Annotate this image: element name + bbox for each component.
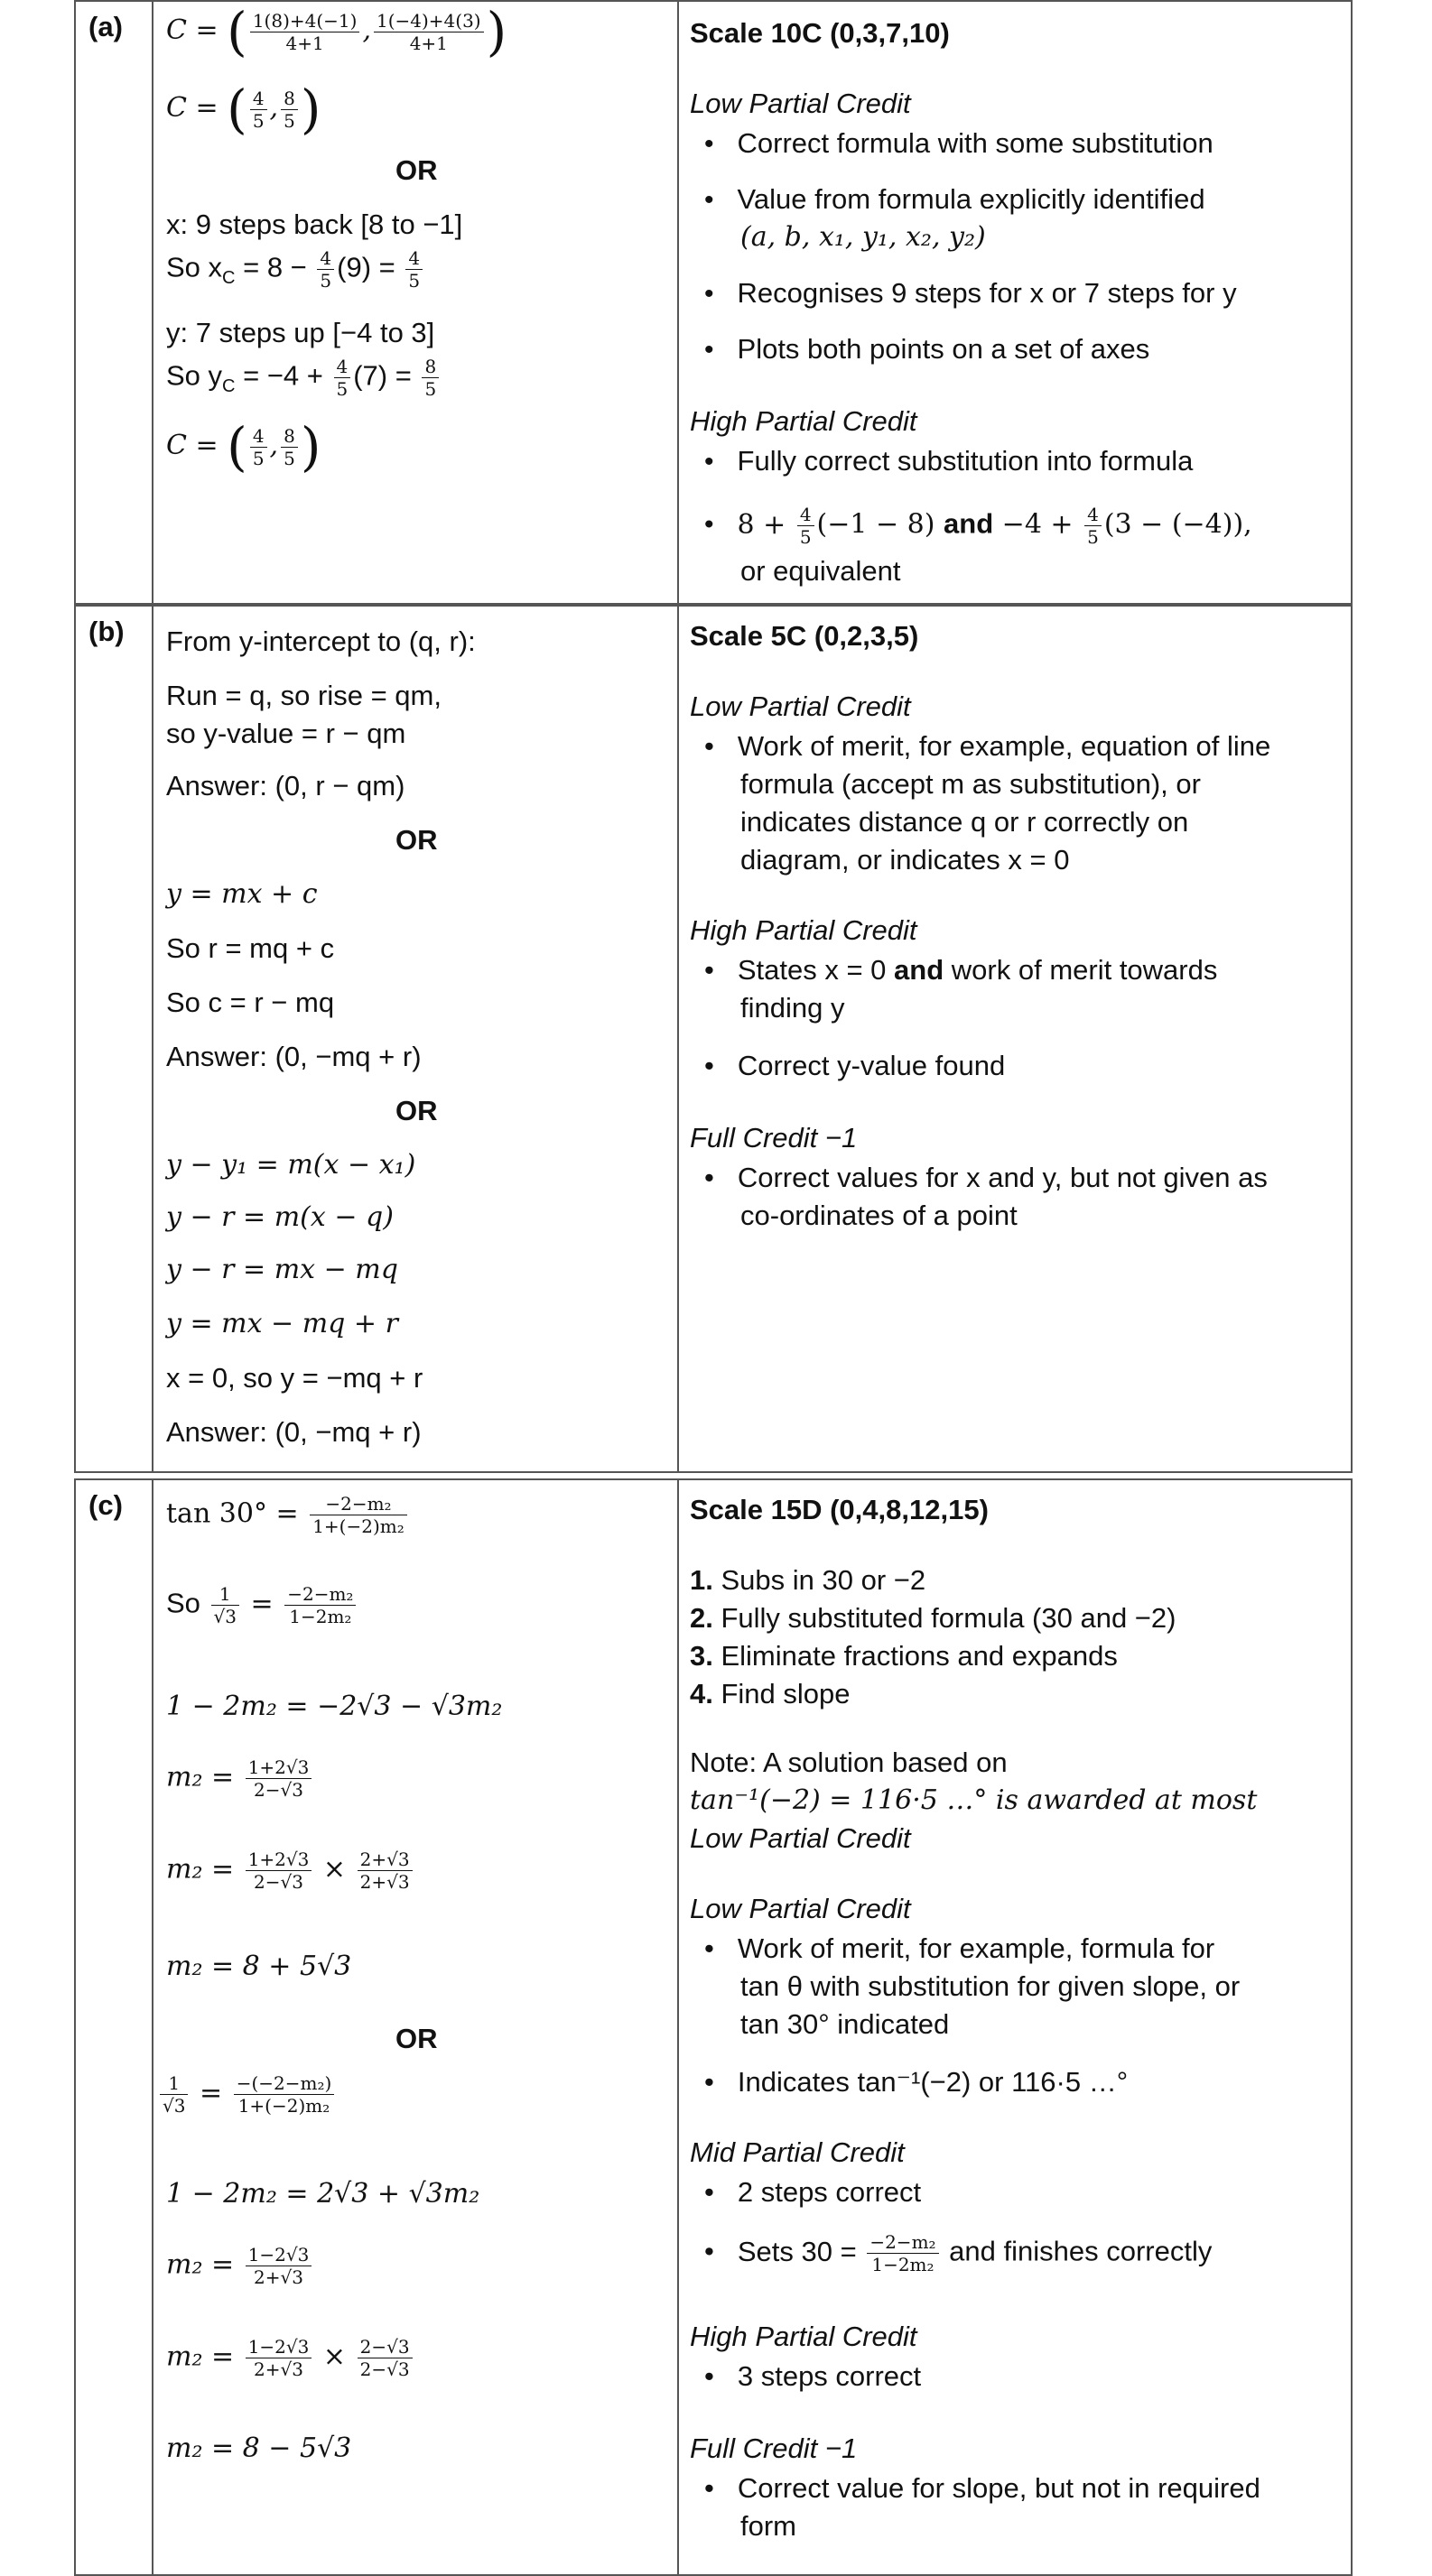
high-heading-c: High Partial Credit: [690, 2321, 917, 2352]
work-line: From y-intercept to (q, r):: [166, 625, 476, 657]
label-cell-a: [76, 2, 153, 603]
list-item-continuation: (a, b, x₁, y₁, x₂, y₂): [740, 221, 986, 253]
fraction: $\frac{1+2√3}{2-√3}$: [246, 1849, 312, 1893]
work-line: m₂ = $\frac{1+2√3}{2-√3}$ × $\frac{2+√3}{2+√3}$: [166, 1849, 415, 1893]
work-line: m₂ = $\frac{1-2√3}{2+√3}$ × $\frac{2-√3}{2-√3}$: [166, 2336, 415, 2380]
yc-line: So $y_C = -4$ + $\frac{4}{5}$ (7) = $\frac{8}{5}$: [166, 356, 442, 403]
scheme-cell-c: [677, 1480, 1351, 2574]
work-line: y = mx + c: [166, 878, 318, 910]
list-item: • Sets 30 = $\frac{\text{−2−m₂}}{\text{1−2m₂}}$ and finishes correctly: [704, 2231, 1213, 2275]
fraction: $\frac{8}{5}$: [281, 88, 298, 132]
list-item-continuation: indicates distance q or r correctly on: [740, 806, 1189, 838]
work-line: Answer: (0, r − qm): [166, 770, 405, 802]
list-item-continuation: form: [740, 2510, 796, 2542]
step-line: 3. Eliminate fractions and expands: [690, 1640, 1118, 1672]
section-a: [74, 0, 1353, 605]
low-heading-a: Low Partial Credit: [690, 88, 911, 119]
fraction: $\frac{1(8)+4(-1)}{4+1}$: [250, 10, 360, 54]
or-divider: OR: [395, 824, 438, 856]
step-line: 1. Subs in 30 or −2: [690, 1564, 926, 1596]
scale-title-b: Scale 5C (0,2,3,5): [690, 620, 919, 652]
fraction: $\frac{4}{5}$: [317, 247, 334, 292]
low-heading-c: Low Partial Credit: [690, 1893, 911, 1924]
work-cell-c: [152, 1480, 679, 2574]
xc-line: So $x_C = 8$ − $\frac{4}{5}$ (9) = $\frac{4}{5}$: [166, 247, 425, 295]
work-line: y − r = mx − mq: [166, 1254, 398, 1285]
part-label-a: (a): [88, 11, 123, 42]
full-heading-b: Full Credit −1: [690, 1122, 858, 1154]
list-item: • 8 + $\frac{4}{5}$ (−1 − 8) and −4 + $\frac{4}{5}$ (3 − (−4)),: [704, 504, 1252, 548]
work-line: Answer: (0, −mq + r): [166, 1416, 422, 1448]
fraction: $\frac{2+√3}{2+√3}$: [358, 1849, 413, 1893]
fraction: $\frac{1(-4)+4(3)}{4+1}$: [374, 10, 484, 54]
list-item: • Work of merit, for example, formula for: [704, 1932, 1215, 1964]
list-item-continuation: tan θ with substitution for given slope, or: [740, 1970, 1241, 2002]
fraction: $\frac{8}{5}$: [422, 356, 439, 400]
list-item-continuation: tan 30° indicated: [740, 2008, 950, 2040]
work-line: so y-value = r − qm: [166, 718, 406, 749]
list-item: • Work of merit, for example, equation of line: [704, 730, 1271, 762]
list-item: • Plots both points on a set of axes: [704, 333, 1150, 365]
high-heading-a: High Partial Credit: [690, 405, 917, 437]
step-line: 4. Find slope: [690, 1678, 851, 1710]
scheme-cell-b: [677, 607, 1351, 1471]
work-line: 1 − 2m₂ = 2√3 + √3m₂: [166, 2178, 480, 2210]
list-item: • 2 steps correct: [704, 2176, 922, 2208]
x-steps-line: x: 9 steps back [8 to −1]: [166, 208, 463, 240]
fraction: $\frac{2-√3}{2-√3}$: [358, 2336, 413, 2380]
list-item: • Indicates tan⁻¹(−2) or 116·5 …°: [704, 2066, 1129, 2098]
scale-title-a: Scale 10C (0,3,7,10): [690, 17, 950, 49]
y-steps-line: y: 7 steps up [−4 to 3]: [166, 317, 435, 348]
list-item: • Correct values for x and y, but not given as: [704, 1162, 1268, 1193]
list-item-continuation: finding y: [740, 992, 845, 1024]
work-line: So r = mq + c: [166, 932, 335, 964]
work-line: x = 0, so y = −mq + r: [166, 1362, 423, 1394]
work-line: y − r = m(x − q): [166, 1201, 394, 1233]
step-line: 2. Fully substituted formula (30 and −2): [690, 1602, 1176, 1634]
fraction: $\frac{4}{5}$: [797, 504, 814, 548]
fraction: $\frac{1-2√3}{2+√3}$: [246, 2244, 312, 2288]
mid-heading-c: Mid Partial Credit: [690, 2136, 905, 2168]
c-answer-line-2: C = ( $\frac{4}{5}$ , $\frac{8}{5}$ ): [166, 416, 321, 477]
fraction: $\frac{\text{−(−2−m₂)}}{\text{1+(−2)m₂}}$: [234, 2072, 335, 2117]
fraction: $\frac{4}{5}$: [1084, 504, 1102, 548]
full-heading-c: Full Credit −1: [690, 2432, 858, 2464]
section-b: [74, 605, 1353, 1473]
fraction: $\frac{1-2√3}{2+√3}$: [246, 2336, 312, 2380]
label-cell-b: [76, 607, 153, 1471]
list-item: • States x = 0 and work of merit towards: [704, 954, 1218, 986]
list-item: • Correct y-value found: [704, 1050, 1006, 1081]
work-line: m₂ = $\frac{1-2√3}{2+√3}$: [166, 2244, 314, 2288]
list-item: • Correct formula with some substitution: [704, 127, 1213, 159]
work-cell-a: [152, 2, 679, 603]
label-cell-c: [76, 1480, 153, 2574]
fraction: $\frac{1}{√3}$: [160, 2072, 188, 2117]
work-line: tan 30° = $\frac{\text{−2−m₂}}{\text{1+(−2)m₂}}$: [166, 1493, 410, 1537]
work-line: m₂ = $\frac{1+2√3}{2-√3}$: [166, 1756, 314, 1801]
fraction: $\frac{8}{5}$: [281, 425, 298, 469]
work-line: y − y₁ = m(x − x₁): [166, 1149, 416, 1181]
fraction: $\frac{4}{5}$: [250, 88, 267, 132]
list-item-continuation: formula (accept m as substitution), or: [740, 768, 1201, 800]
work-line: $\frac{1}{√3}$ = $\frac{\text{−(−2−m₂)}}{\text{1+(−2)m₂}}$: [157, 2072, 337, 2117]
fraction: $\frac{1}{√3}$: [211, 1583, 239, 1627]
work-line: So $\frac{1}{√3}$ = $\frac{\text{−2−m₂}}{\text{1−2m₂}}$: [166, 1583, 358, 1627]
work-line: Answer: (0, −mq + r): [166, 1041, 422, 1072]
fraction: $\frac{\text{−2−m₂}}{\text{1−2m₂}}$: [284, 1583, 356, 1627]
or-divider: OR: [395, 2023, 438, 2054]
work-line: 1 − 2m₂ = −2√3 − √3m₂: [166, 1691, 503, 1722]
part-label-c: (c): [88, 1489, 123, 1521]
note-line: Note: A solution based on: [690, 1747, 1008, 1778]
part-label-b: (b): [88, 616, 125, 647]
fraction: $\frac{\text{−2−m₂}}{\text{1+(−2)m₂}}$: [310, 1493, 407, 1537]
list-item: • 3 steps correct: [704, 2360, 922, 2392]
list-item-continuation: diagram, or indicates x = 0: [740, 844, 1070, 876]
work-line: m₂ = 8 + 5√3: [166, 1951, 352, 1982]
high-heading-b: High Partial Credit: [690, 914, 917, 946]
list-item: • Correct value for slope, but not in required: [704, 2472, 1260, 2504]
c-formula-line: C = ( $\frac{1(8)+4(-1)}{4+1}$ , $\frac{1(-4)+4(3)}{4+1}$ ): [166, 1, 507, 62]
work-cell-b: [152, 607, 679, 1471]
list-item-continuation: or equivalent: [740, 555, 901, 587]
fraction: $\frac{\text{−2−m₂}}{\text{1−2m₂}}$: [867, 2231, 938, 2275]
note-line: Low Partial Credit: [690, 1822, 911, 1854]
list-item: • Fully correct substitution into formula: [704, 445, 1194, 477]
section-c: [74, 1478, 1353, 2576]
scale-title-c: Scale 15D (0,4,8,12,15): [690, 1494, 989, 1525]
scheme-cell-a: [677, 2, 1351, 603]
list-item-continuation: co-ordinates of a point: [740, 1200, 1018, 1231]
list-item: • Recognises 9 steps for x or 7 steps for y: [704, 277, 1237, 309]
work-line: Run = q, so rise = qm,: [166, 680, 442, 711]
or-divider: OR: [395, 154, 438, 186]
fraction: $\frac{4}{5}$: [334, 356, 351, 400]
work-line: So c = r − mq: [166, 987, 335, 1018]
work-line: y = mx − mq + r: [166, 1308, 398, 1339]
note-line: tan⁻¹(−2) = 116·5 …° is awarded at most: [690, 1784, 1258, 1816]
c-answer-line-1: C = ( $\frac{4}{5}$ , $\frac{8}{5}$ ): [166, 79, 321, 140]
list-item: • Value from formula explicitly identified: [704, 183, 1205, 215]
work-line: m₂ = 8 − 5√3: [166, 2432, 352, 2464]
low-heading-b: Low Partial Credit: [690, 690, 911, 722]
fraction: $\frac{1+2√3}{2-√3}$: [246, 1756, 312, 1801]
or-divider: OR: [395, 1095, 438, 1126]
fraction: $\frac{4}{5}$: [250, 425, 267, 469]
fraction: $\frac{4}{5}$: [405, 247, 423, 292]
